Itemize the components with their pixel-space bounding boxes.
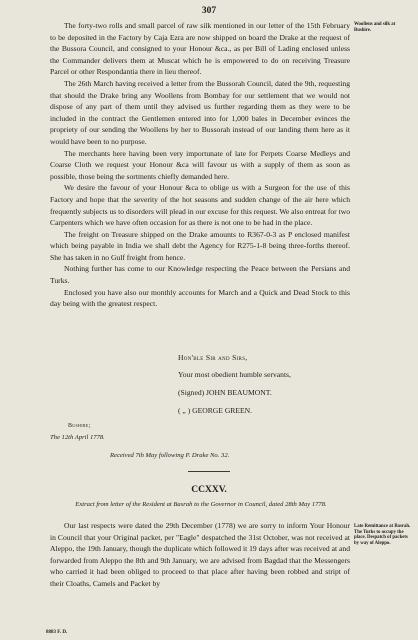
paragraph: We desire the favour of your Honour &ca to oblige us with a Surgeon for the use of this Factory and hope that the severity of the hot seasons and sudden change of the air here which frequently subjects us to disorders will plead in our excuse for this request. We also entreat for two Carpenters which we have often occasion for as there is not one to be had in the place. bbox=[50, 183, 350, 228]
paragraph: The freight on Treasure shipped on the Drake amounts to R367-0-3 as P enclosed manifest which being payable in India we shall debt the Agency for R275-1-8 being three-forths thereof. She has taken in no Gulf freight from hence. bbox=[50, 229, 350, 262]
page-number: 307 bbox=[201, 6, 217, 16]
paragraph: The forty-two rolls and small parcel of raw silk mentioned in our letter of the 15th February to be deposited in the Factory by Caja Ezra are now shipped on board the Drake at the request of the Bussora Council, and consigned to your Honour &ca., as per Bill of Lading enclosed unless the Commander delivers them at Muscat which he is empowered to do on receiving Treasure Parcel or other Respondantia there in lieu thereof. bbox=[50, 21, 350, 77]
paragraph: Our last respects were dated the 29th December (1778) we are sorry to inform Your Honour in Council that your Original packet, per "Eagle" despatched the 31st October, was not received at Aleppo, the 19th January, though the duplicate which followed it 19 days after was received at and forwarded from Aleppo the 8th and 9th January, we are advised from Bagdad that the Messengers who carried it had been obliged to proceed to that place after having been robbed and stript of their Cloaths, Camels and Packet by bbox=[50, 521, 350, 588]
margin-note: Woollens and silk at Bushire. bbox=[354, 22, 396, 33]
signature: ( „ ) GEORGE GREEN. bbox=[178, 406, 253, 415]
section-subhead: Extract from letter of the Resident at Basrah to the Governor in Council, dated 28th May 1778. bbox=[75, 501, 327, 508]
letter-body bbox=[50, 20, 350, 310]
letter-date: The 12th April 1778. bbox=[50, 434, 105, 441]
closing-line: Your most obedient humble servants, bbox=[178, 370, 291, 379]
received-note: Received 7th May following P. Drake No. 32. bbox=[110, 452, 230, 459]
place: Bushire; bbox=[68, 423, 91, 429]
paragraph: Enclosed you have also our monthly accounts for March and a Quick and Dead Stock to this day being with the greatest respect. bbox=[50, 287, 350, 309]
margin-note: Late Remittance at Basrah. The Turks to occupy the place. Despatch of packets by way of Aleppo. bbox=[354, 524, 411, 546]
letter-body bbox=[50, 520, 350, 590]
signature: (Signed) JOHN BEAUMONT. bbox=[178, 388, 272, 397]
footer-code: 8883 F. D. bbox=[46, 630, 68, 635]
section-number: CCXXV. bbox=[191, 485, 227, 495]
divider bbox=[188, 471, 230, 472]
paragraph: Nothing further has come to our Knowledge respecting the Peace between the Persians and Turks. bbox=[50, 264, 350, 286]
salutation: Hon'ble Sir and Sirs, bbox=[178, 353, 248, 362]
paragraph: The 26th March having received a letter from the Bussorah Council, dated the 9th, requesting that should the Drake bring any Woollens from Bombay for our settlement that we would not dispose of any part of them until they advised us further regarding them as they were to be included in the contract the Gentlemen entered into for 1,000 bales in December evinces the propriety of our sending the Woollens by her to Bussorah instead of our landing them here as it would have been to no purpose. bbox=[50, 78, 350, 146]
paragraph: The merchants here having been very importunate of late for Perpets Coarse Medleys and Coarse Cloth we request your Honour &ca will favour us with a supply of them as soon as possible, those being the sortments chiefly demanded here. bbox=[50, 148, 350, 181]
